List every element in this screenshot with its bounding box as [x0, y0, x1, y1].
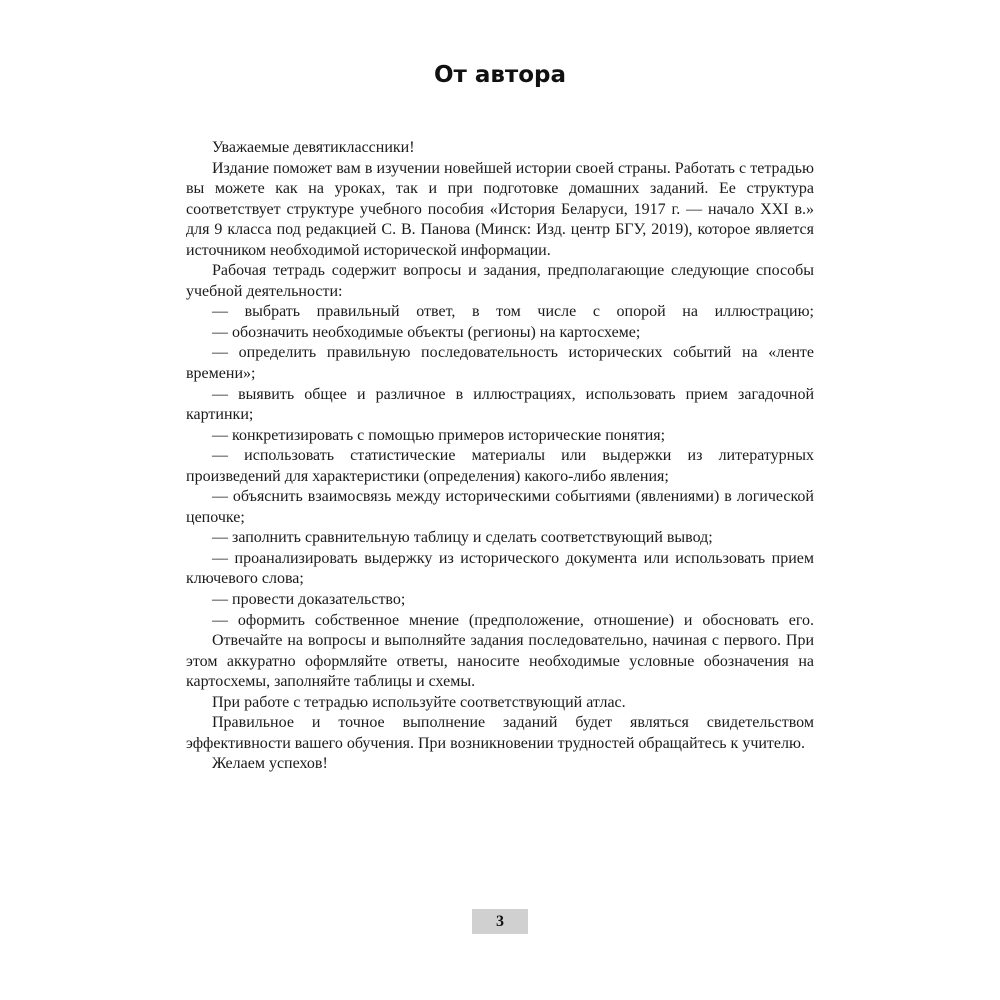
greeting: Уважаемые девятиклассники!: [212, 139, 415, 156]
activities-intro: Рабочая тетрадь содержит вопросы и задания, предполагающие следующие способы учебной деятельности:: [186, 262, 814, 300]
list-item: — объяснить взаимосвязь между историческими событиями (явлениями) в логической цепочке;: [186, 488, 814, 526]
list-item: — провести доказательство;: [212, 591, 406, 609]
intro-paragraph: Издание поможет вам в изучении новейшей истории своей страны. Работать с тетрадью вы можете как на уроках, так и при подготовке домашних заданий. Ее структура соответствует структуре учебного пособия «История Беларуси, 1917 г. — начало XXI в.» для 9 класса под редакцией С. В. Панова (Минск: Изд. центр БГУ, 2019), которое является источником необходимой исторической информации.: [186, 159, 814, 259]
list-item: — заполнить сравнительную таблицу и сделать соответствующий вывод;: [212, 529, 713, 547]
list-item: — выбрать правильный ответ, в том числе с опорой на иллюстрацию;: [212, 303, 814, 321]
page-number: 3: [472, 909, 528, 934]
farewell: Желаем успехов!: [212, 755, 328, 773]
atlas-paragraph: При работе с тетрадью используйте соответствующий атлас.: [212, 693, 626, 711]
instructions-paragraph: Отвечайте на вопросы и выполняйте задания последовательно, начиная с первого. При этом аккуратно оформляйте ответы, наносите необходимые условные обозначения на картосхемы, заполняйте таблицы и схемы.: [186, 632, 814, 691]
list-item: — определить правильную последовательность исторических событий на «ленте времени»;: [186, 344, 814, 383]
list-item: — обозначить необходимые объекты (регионы) на картосхеме;: [212, 323, 641, 341]
list-item: — использовать статистические материалы или выдержки из литературных произведений для характеристики (определения) какого-либо явления;: [186, 447, 814, 485]
list-item: — выявить общее и различное в иллюстрациях, использовать прием загадочной картинки;: [186, 385, 814, 424]
page-title: От автора: [433, 62, 567, 88]
preface-text: [186, 138, 814, 775]
closing-paragraph: Правильное и точное выполнение заданий будет являться свидетельством эффективности вашего обучения. При возникновении трудностей обращайтесь к учителю.: [186, 714, 814, 752]
list-item: — проанализировать выдержку из исторического документа или использовать прием ключевого слова;: [186, 549, 814, 588]
list-item: — оформить собственное мнение (предположение, отношение) и обосновать его.: [212, 611, 814, 629]
list-item: — конкретизировать с помощью примеров исторические понятия;: [212, 426, 666, 444]
